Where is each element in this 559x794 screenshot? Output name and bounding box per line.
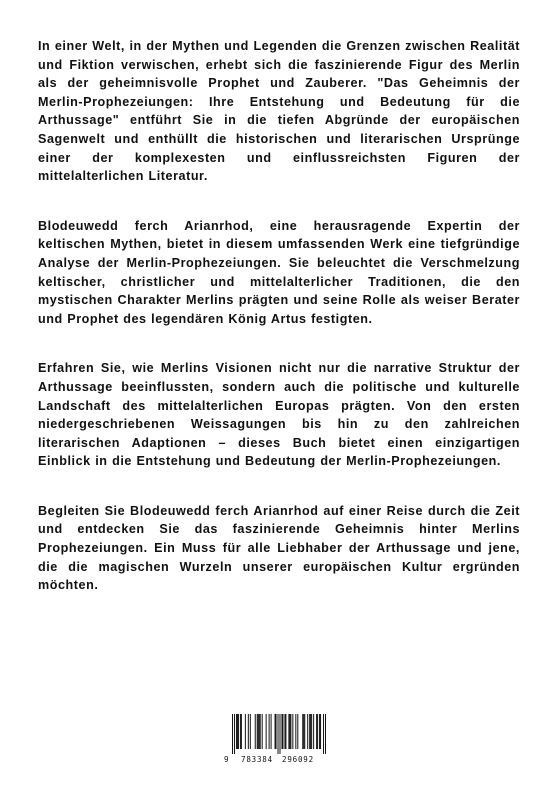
barcode-bar: [302, 714, 303, 749]
barcode-bar: [304, 714, 305, 749]
barcode-bar: [279, 714, 280, 754]
blurb-paragraph-3: Erfahren Sie, wie Merlins Visionen nicht nur die narrative Struktur der Arthussage beeinflussten, sondern auch die politische und kulturelle Landschaft des mittelalterlichen Europas prägten. Von den ersten niedergeschriebenen Weissagungen bis hin zu den zahlreichen literarischen Adaptionen – dieses Buch bietet einen einzigartigen Einblick in die Entstehung und Bedeutung der Merlin-Prophezeiungen.: [38, 361, 520, 469]
barcode-bar: [258, 714, 259, 749]
barcode-bar: [289, 714, 290, 749]
blurb-paragraph-1: In einer Welt, in der Mythen und Legenden die Grenzen zwischen Realität und Fiktion verwischen, erhebt sich die faszinierende Figur des Merlin als der geheimnisvolle Prophet und Zauberer. "Das Geheimnis der Merlin-Prophezeiungen: Ihre Entstehung und Bedeutung für die Arthussage" entführt Sie in die tiefen Abgründe der europäischen Sagenwelt und enthüllt die historischen und literarischen Ursprünge einer der komplexesten und einflussreichsten Figuren der mittelalterlichen Literatur.: [38, 39, 520, 184]
barcode-bar: [234, 714, 235, 754]
barcode-bar: [255, 714, 256, 749]
barcode-right-digits: 296092: [282, 755, 314, 764]
barcode-bar: [276, 714, 277, 749]
barcode-bar: [240, 714, 241, 749]
barcode-bar: [292, 714, 293, 749]
barcode-bar: [288, 714, 289, 749]
barcode-bar: [323, 714, 324, 754]
barcode-bar: [284, 714, 285, 749]
barcode-bar: [309, 714, 310, 749]
barcode-bar: [262, 714, 263, 749]
barcode-bar: [238, 714, 239, 749]
barcode-bar: [275, 714, 276, 749]
barcode-bar: [319, 714, 320, 749]
barcode-bar: [316, 714, 317, 749]
barcode-bar: [325, 714, 326, 754]
barcode-bar: [317, 714, 318, 749]
barcode-bar: [266, 714, 267, 749]
barcode-bar: [250, 714, 251, 749]
barcode-lead-digit: 9: [224, 755, 229, 764]
barcode-left-digits: 783384: [241, 755, 273, 764]
barcode-bar: [310, 714, 311, 749]
barcode-bars: [232, 714, 326, 754]
barcode-bar: [245, 714, 246, 749]
barcode-bar: [271, 714, 272, 749]
barcode-bar: [303, 714, 304, 749]
barcode-bar: [236, 714, 237, 749]
barcode-bar: [260, 714, 261, 749]
barcode-bar: [237, 714, 238, 749]
barcode-bar: [269, 714, 270, 749]
barcode-bar: [307, 714, 308, 749]
barcode-bar: [311, 714, 312, 749]
barcode-bar: [278, 714, 279, 754]
barcode-digits: [224, 754, 328, 766]
barcode-bar: [257, 714, 258, 749]
barcode-bar: [241, 714, 242, 749]
barcode-bar: [259, 714, 260, 749]
blurb-text-block: [38, 37, 520, 626]
barcode-bar: [295, 714, 296, 749]
barcode-bar: [290, 714, 291, 749]
barcode-bar: [297, 714, 298, 749]
barcode-bar: [232, 714, 233, 754]
isbn-barcode: [224, 714, 328, 766]
barcode-bar: [313, 714, 314, 749]
blurb-paragraph-2: Blodeuwedd ferch Arianrhod, eine herausragende Expertin der keltischen Mythen, bietet in diesem umfassenden Werk eine tiefgründige Analyse der Merlin-Prophezeiungen. Sie beleuchtet die Verschmelzung keltischer, christlicher und mittelalterlicher Traditionen, die den mystischen Charakter Merlins prägten und seine Rolle als weiser Berater und Prophet des legendären König Artus festigten.: [38, 218, 520, 326]
barcode-bar: [320, 714, 321, 749]
barcode-bar: [285, 714, 286, 749]
barcode-bar: [281, 714, 282, 749]
barcode-bar: [282, 714, 283, 749]
blurb-paragraph-4: Begleiten Sie Blodeuwedd ferch Arianrhod auf einer Reise durch die Zeit und entdecken Sie das faszinierende Geheimnis hinter Merlins Prophezeiungen. Ein Muss für alle Liebhaber der Arthussage und jene, die die magischen Wurzeln unserer europäischen Kultur ergründen möchten.: [38, 503, 520, 593]
barcode-bar: [248, 714, 249, 749]
